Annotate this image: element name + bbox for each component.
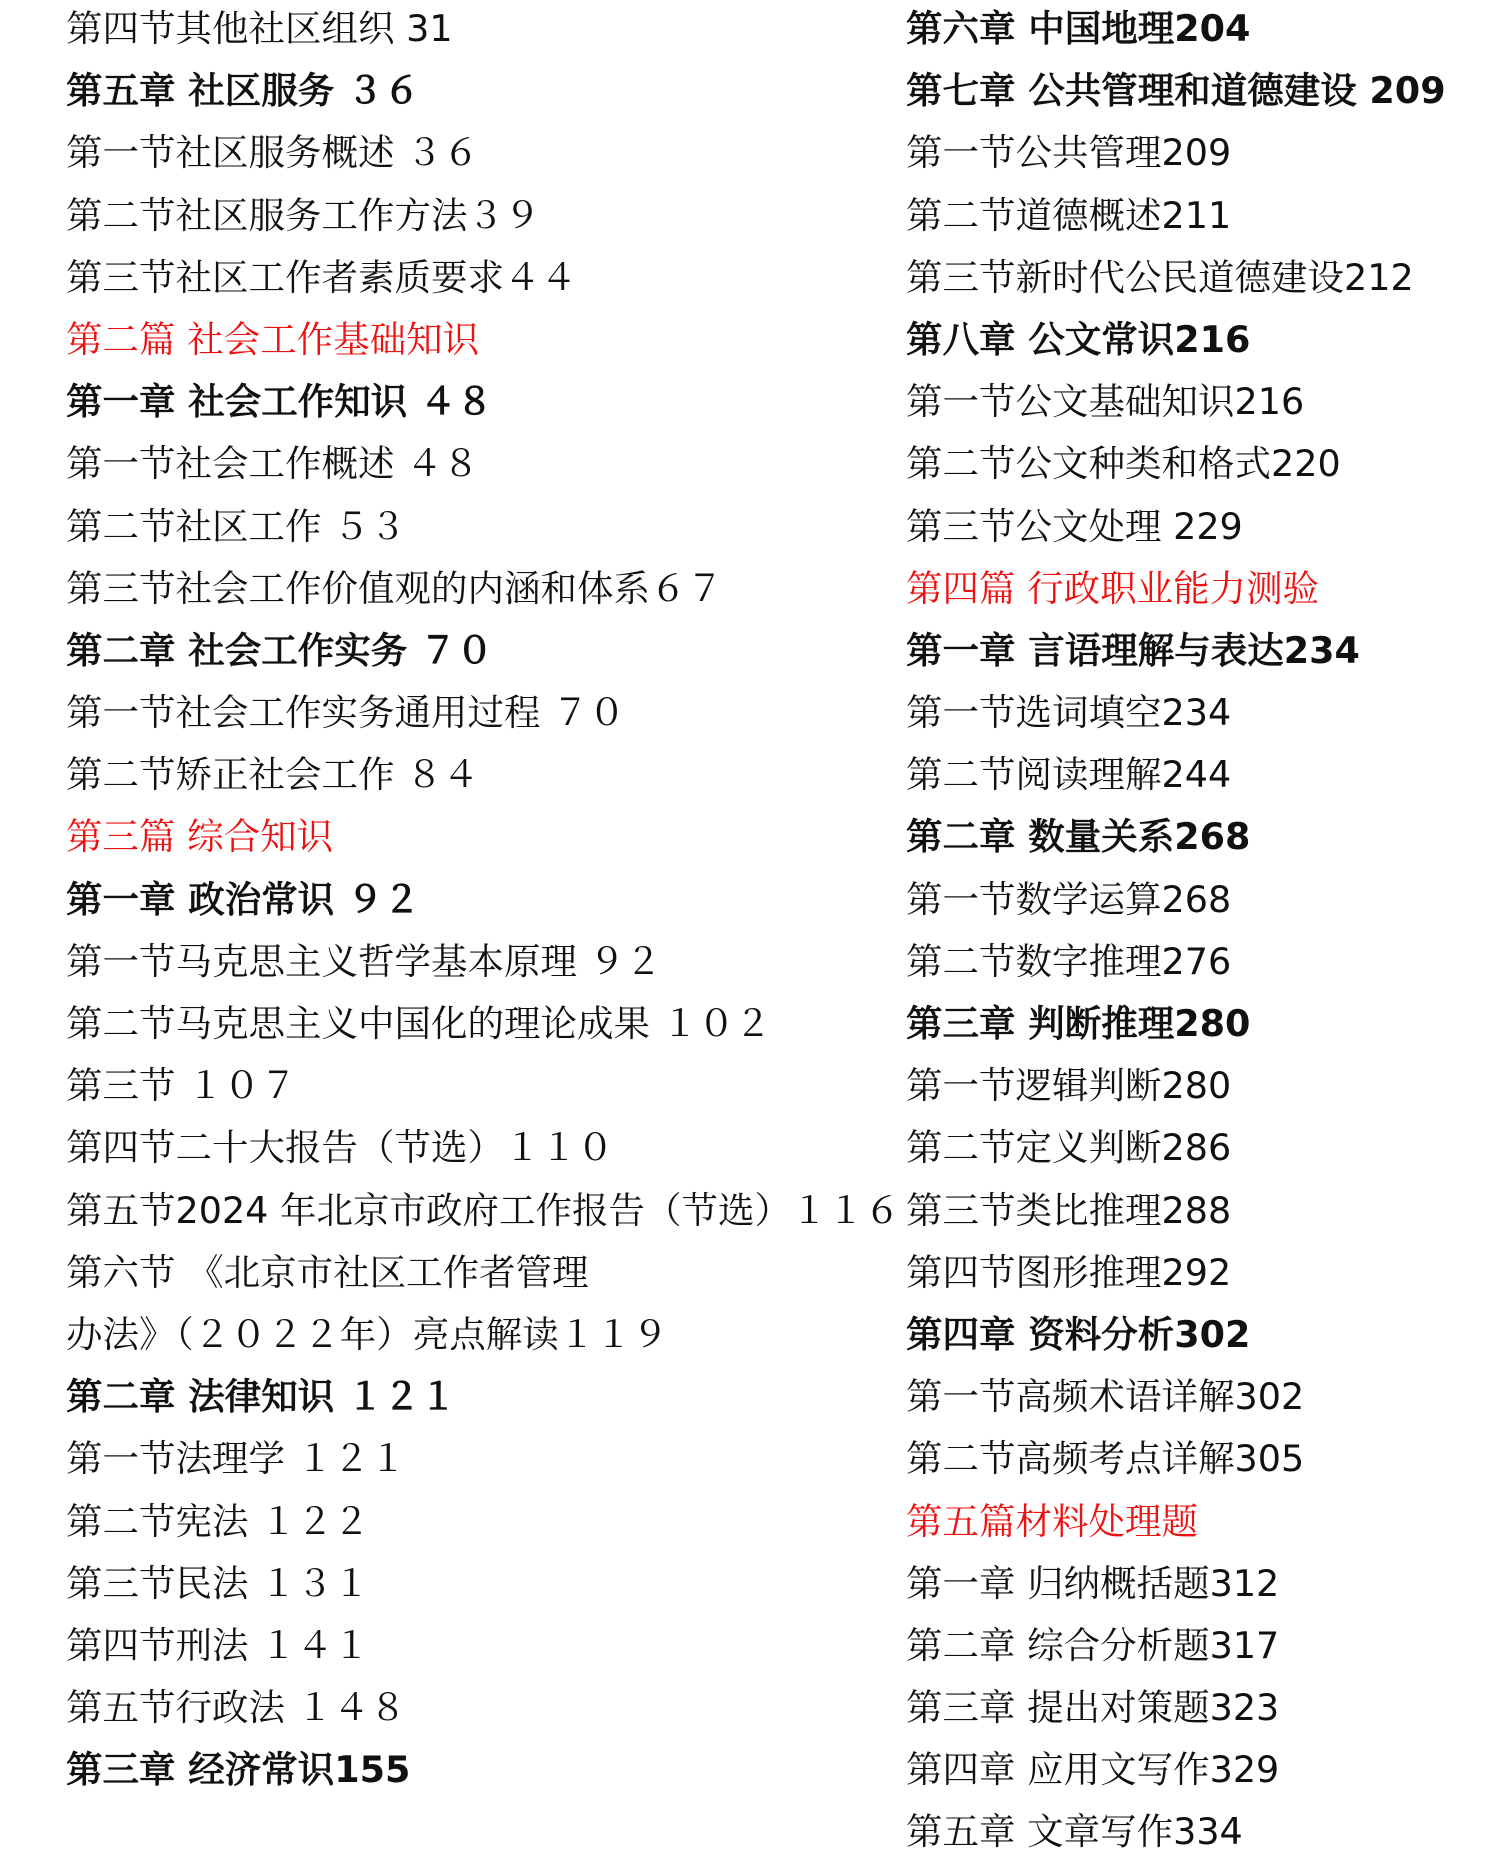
toc-section-entry: 第一节公文基础知识216 bbox=[906, 380, 1305, 424]
toc-section-entry: 第二章 综合分析题317 bbox=[906, 1623, 1280, 1667]
toc-part-entry: 第三篇 综合知识 bbox=[66, 815, 334, 859]
toc-section-entry: 第二节定义判断286 bbox=[906, 1126, 1232, 1170]
toc-section-entry: 第二节阅读理解244 bbox=[906, 753, 1232, 797]
toc-section-entry: 第一节高频术语详解302 bbox=[906, 1375, 1305, 1419]
toc-chapter-entry: 第五章 社区服务 ３６ bbox=[66, 69, 420, 113]
toc-section-entry: 第二节宪法 １２２ bbox=[66, 1499, 370, 1543]
toc-section-entry: 第三节社区工作者素质要求４４ bbox=[66, 255, 577, 299]
toc-chapter-entry: 第七章 公共管理和道德建设 209 bbox=[906, 69, 1446, 113]
toc-chapter-entry: 第四章 资料分析302 bbox=[906, 1312, 1251, 1356]
toc-section-entry: 第一节逻辑判断280 bbox=[906, 1064, 1232, 1108]
toc-chapter-entry: 第六章 中国地理204 bbox=[906, 7, 1251, 50]
toc-chapter-entry: 第一章 社会工作知识 ４８ bbox=[66, 380, 493, 424]
toc-section-entry: 第五节行政法 １４８ bbox=[66, 1686, 407, 1730]
toc-section-entry: 第四节二十大报告（节选）１１０ bbox=[66, 1126, 614, 1170]
toc-section-entry: 第五节2024 年北京市政府工作报告（节选）１１６ bbox=[66, 1188, 901, 1232]
toc-chapter-entry: 第八章 公文常识216 bbox=[906, 317, 1251, 361]
toc-section-entry: 第四节其他社区组织 31 bbox=[66, 7, 453, 50]
toc-left-column bbox=[66, 2, 901, 1805]
toc-right-column bbox=[906, 2, 1486, 1868]
toc-chapter-entry: 第三章 经济常识155 bbox=[66, 1748, 411, 1792]
toc-section-entry: 第三节公文处理 229 bbox=[906, 504, 1243, 548]
toc-section-entry: 第一节选词填空234 bbox=[906, 691, 1232, 735]
toc-section-entry: 第一节马克思主义哲学基本原理 ９２ bbox=[66, 939, 662, 983]
toc-section-entry: 第六节 《北京市社区工作者管理 bbox=[66, 1250, 589, 1294]
toc-chapter-entry: 第一章 言语理解与表达234 bbox=[906, 628, 1360, 672]
toc-section-entry: 第三节新时代公民道德建设212 bbox=[906, 255, 1414, 299]
toc-section-entry: 第三节民法 １３１ bbox=[66, 1561, 370, 1605]
toc-section-entry: 第三节类比推理288 bbox=[906, 1188, 1232, 1232]
toc-part-entry: 第五篇材料处理题 bbox=[906, 1499, 1198, 1543]
toc-section-entry: 第二节社区服务工作方法３９ bbox=[66, 193, 541, 237]
toc-section-entry: 第三节社会工作价值观的内涵和体系６７ bbox=[66, 566, 723, 610]
toc-chapter-entry: 第二章 数量关系268 bbox=[906, 815, 1251, 859]
toc-section-entry: 第一章 归纳概括题312 bbox=[906, 1561, 1280, 1605]
toc-chapter-entry: 第二章 法律知识 １２１ bbox=[66, 1375, 457, 1419]
toc-section-entry: 第一节数学运算268 bbox=[906, 877, 1232, 921]
toc-part-entry: 第二篇 社会工作基础知识 bbox=[66, 317, 480, 361]
toc-section-entry: 第一节社会工作概述 ４８ bbox=[66, 442, 480, 486]
toc-chapter-entry: 第三章 判断推理280 bbox=[906, 1002, 1251, 1045]
toc-section-entry: 第二节社区工作 ５３ bbox=[66, 504, 407, 548]
toc-section-entry: 办法》（２０２２年）亮点解读１１９ bbox=[66, 1312, 669, 1356]
toc-part-entry: 第四篇 行政职业能力测验 bbox=[906, 566, 1320, 610]
toc-section-entry: 第二节公文种类和格式220 bbox=[906, 442, 1341, 486]
toc-section-entry: 第三章 提出对策题323 bbox=[906, 1686, 1280, 1730]
toc-section-entry: 第一节公共管理209 bbox=[906, 131, 1232, 175]
toc-section-entry: 第二节马克思主义中国化的理论成果 １０２ bbox=[66, 1002, 772, 1045]
toc-section-entry: 第四章 应用文写作329 bbox=[906, 1748, 1280, 1792]
toc-section-entry: 第一节社会工作实务通用过程 ７０ bbox=[66, 691, 626, 735]
toc-section-entry: 第三节 １０７ bbox=[66, 1064, 297, 1108]
toc-section-entry: 第二节矫正社会工作 ８４ bbox=[66, 753, 480, 797]
toc-chapter-entry: 第二章 社会工作实务 ７０ bbox=[66, 628, 493, 672]
toc-section-entry: 第四节刑法 １４１ bbox=[66, 1623, 370, 1667]
toc-section-entry: 第五章 文章写作334 bbox=[906, 1810, 1243, 1854]
toc-section-entry: 第四节图形推理292 bbox=[906, 1250, 1232, 1294]
toc-section-entry: 第二节数字推理276 bbox=[906, 939, 1232, 983]
toc-section-entry: 第二节高频考点详解305 bbox=[906, 1437, 1305, 1481]
toc-section-entry: 第一节法理学 １２１ bbox=[66, 1437, 407, 1481]
toc-section-entry: 第一节社区服务概述 ３６ bbox=[66, 131, 480, 175]
toc-chapter-entry: 第一章 政治常识 ９２ bbox=[66, 877, 420, 921]
toc-section-entry: 第二节道德概述211 bbox=[906, 193, 1232, 237]
